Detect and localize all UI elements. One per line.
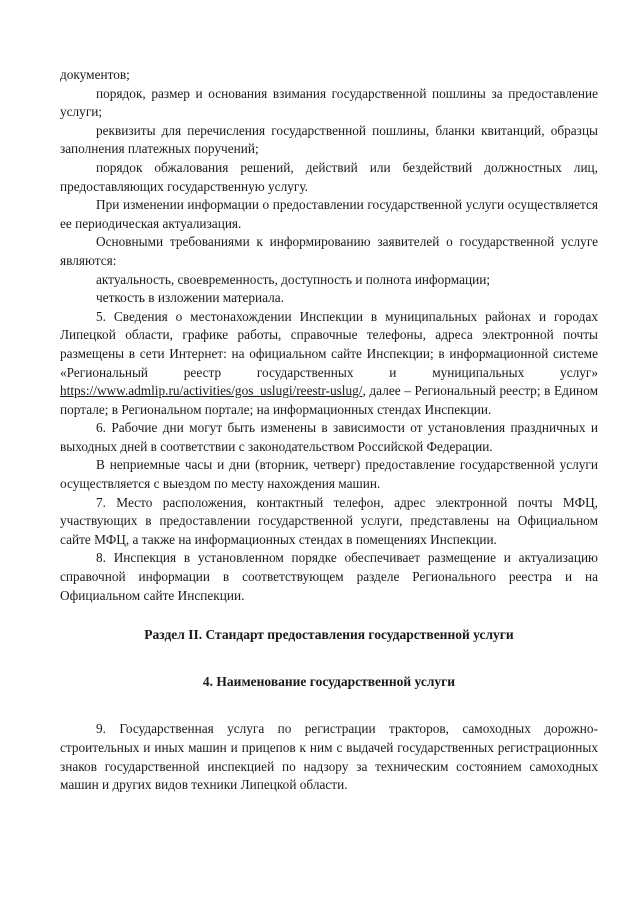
paragraph-8-reference-info: 8. Инспекция в установленном порядке обеспечивает размещение и актуализацию справочной информации в соответствующем разделе Регионального реестра и на Официальном сайте Инспекции. [60,550,598,603]
paragraph-9-service-name: 9. Государственная услуга по регистрации тракторов, самоходных дорожно-строительных и иных машин и прицепов к ним с выдачей государственных регистрационных знаков государственной инспекцией по надзору за техническим состоянием самоходных машин и других видов техники Липецкой области. [60,721,598,793]
paragraph-7-mfc-location: 7. Место расположения, контактный телефон, адрес электронной почты МФЦ, участвующих в предоставлении государственной услуги, представлены на Официальном сайте МФЦ, а также на информационных стендах в помещениях Инспекции. [60,494,598,547]
paragraph-info-change: При изменении информации о предоставлении государственной услуги осуществляется ее периодическая актуализация. [60,197,598,231]
paragraph-fee-order: порядок, размер и основания взимания государственной пошлины за предоставление услуги; [60,85,598,120]
paragraph-non-reception-days: В неприемные часы и дни (вторник, четверг) предоставление государственной услуги осуществляется с выездом по месту нахождения машин. [60,457,598,492]
paragraph-requirements: Основными требованиями к информированию заявителей о государственной услуге являются: [60,234,598,268]
section-heading: Раздел II. Стандарт предоставления государственной услуги [144,627,514,643]
document-body [60,66,598,795]
paragraph-requisites: реквизиты для перечисления государственной пошлины, бланки квитанций, образцы заполнения платежных поручений; [60,122,598,157]
paragraph-6-working-days: 6. Рабочие дни могут быть изменены в зависимости от установления праздничных и выходных дней в соответствии с законодательством Российской Федерации. [60,420,598,454]
paragraph-5-text-end: , далее – Региональный реестр; в Едином портале; в Региональном портале; на информационных стендах Инспекции. [60,383,598,417]
subsection-heading: 4. Наименование государственной услуги [202,673,456,689]
paragraph-clarity: четкость в изложении материала. [96,290,285,306]
registry-link[interactable]: https://www.admlip.ru/activities/gos_uslugi/reestr-uslug/ [60,383,363,399]
paragraph-appeal-order: порядок обжалования решений, действий или бездействий должностных лиц, предоставляющих государственную услугу. [60,159,598,194]
paragraph-documents: документов; [60,67,130,82]
paragraph-5-location-info [60,308,598,420]
paragraph-5-text-start: 5. Сведения о местонахождении Инспекции в муниципальных районах и городах Липецкой области, графике работы, справочные телефоны, адреса электронной почты размещены в сети Интернет: на официальном сайте Инспекции; в информационной системе «Региональный реестр государственных и муниципальных услуг» [60,308,598,380]
paragraph-relevance: актуальность, своевременность, доступность и полнота информации; [96,271,491,287]
